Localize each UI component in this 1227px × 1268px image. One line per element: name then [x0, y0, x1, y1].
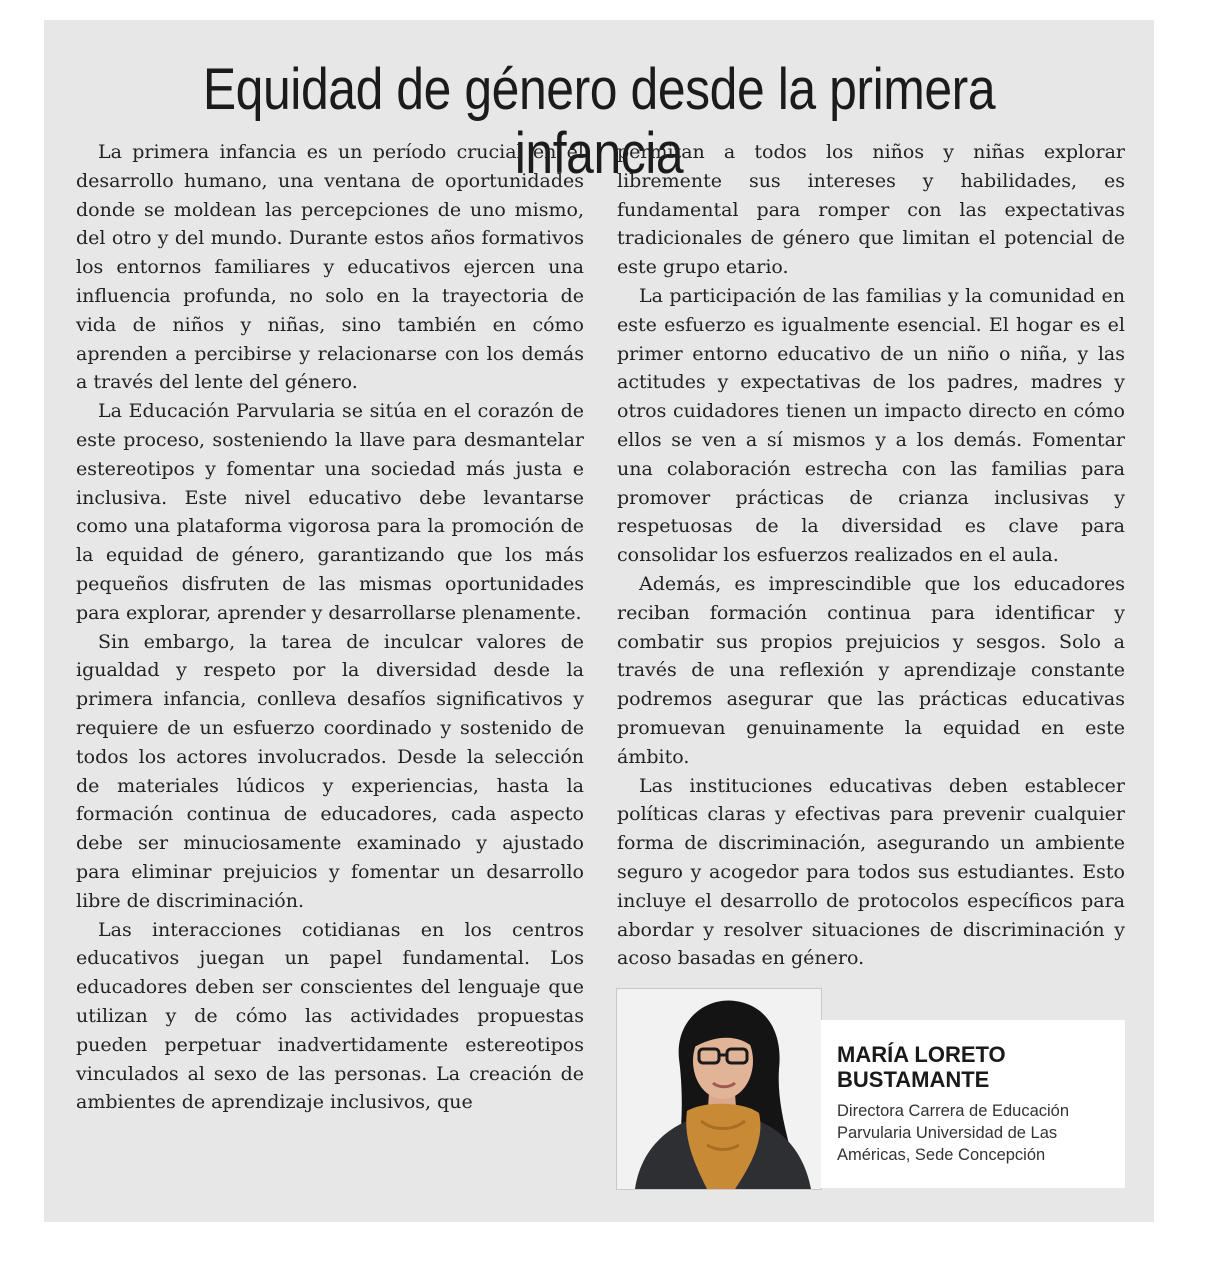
article-paragraph: La Educación Parvularia se sitúa en el corazón de este proceso, sosteniendo la llave para desmantelar estereotipos y fomentar una sociedad más justa e inclusiva. Este nivel educativo debe levantarse como una plataforma vigorosa para la promoción de la equidad de género, garantizando que los más pequeños disfruten de las mismas oportunidades para explorar, aprender y desarrollarse plenamente. [76, 400, 584, 624]
article-paragraph: Además, es imprescindible que los educadores reciban formación continua para identificar y combatir sus propios prejuicios y sesgos. Solo a través de una reflexión y aprendizaje constante podremos asegurar que las prácticas educativas promuevan genuinamente la equidad en este ámbito. [617, 572, 1125, 768]
article-column-right [617, 138, 1125, 973]
article-paragraph: Las interacciones cotidianas en los centros educativos juegan un papel fundamental. Los educadores deben ser conscientes del lenguaje que utilizan y de cómo las actividades propuestas pueden perpetuar inadvertidamente estereotipos vinculados al sexo de las personas. La creación de ambientes de aprendizaje inclusivos, que [76, 918, 584, 1114]
author-name: MARÍA LORETO BUSTAMANTE [837, 1042, 1006, 1092]
opinion-column-panel [44, 20, 1154, 1222]
article-headline: Equidad de género desde la primera infancia [202, 57, 996, 186]
article-paragraph-continued: permitan a todos los niños y niñas explorar libremente sus intereses y habilidades, es fundamental para romper con las expectativas tradicionales de género que limitan el potencial de este grupo etario. [617, 141, 1125, 279]
author-bio [821, 1020, 1125, 1188]
article-paragraph: Las instituciones educativas deben establecer políticas claras y efectivas para prevenir cualquier forma de discriminación, asegurando un ambiente seguro y acogedor para todos sus estudiantes. Esto incluye el desarrollo de protocolos específicos para abordar y resolver situaciones de discriminación y acoso basadas en género. [617, 774, 1125, 970]
article-paragraph: Sin embargo, la tarea de inculcar valores de igualdad y respeto por la diversidad desde la primera infancia, conlleva desafíos significativos y requiere de un esfuerzo coordinado y sostenido de todos los actores involucrados. Desde la selección de materiales lúdicos y experiencias, hasta la formación continua de educadores, cada aspecto debe ser minuciosamente examinado y ajustado para eliminar prejuicios y fomentar un desarrollo libre de discriminación. [76, 630, 584, 912]
author-role: Directora Carrera de Educación Parvularia Universidad de Las Américas, Sede Concepción [837, 1102, 1070, 1164]
article-column-left [76, 138, 584, 1117]
article-paragraph: La participación de las familias y la comunidad en este esfuerzo es igualmente esencial. El hogar es el primer entorno educativo de un niño o niña, y las actitudes y expectativas de los padres, madres y otros cuidadores tienen un impacto directo en cómo ellos se ven a sí mismos y a los demás. Fomentar una colaboración estrecha con las familias para promover prácticas de crianza inclusivas y respetuosas de la diversidad es clave para consolidar los esfuerzos realizados en el aula. [617, 284, 1125, 567]
article-paragraph: La primera infancia es un período crucial en el desarrollo humano, una ventana de oportunidades donde se moldean las percepciones de uno mismo, del otro y del mundo. Durante estos años formativos los entornos familiares y educativos ejercen una influencia profunda, no solo en la trayectoria de vida de niños y niñas, sino también en cómo aprenden a percibirse y relacionarse con los demás a través del lente del género. [76, 141, 584, 394]
author-portrait [616, 988, 822, 1190]
